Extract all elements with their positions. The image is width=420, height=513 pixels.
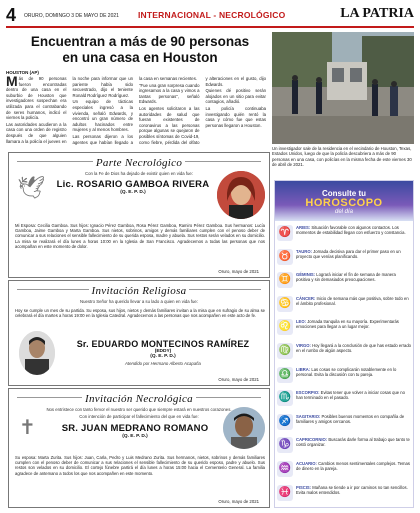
portrait-photo bbox=[19, 331, 55, 375]
notice-title: Parte Necrológico bbox=[95, 157, 183, 169]
dove-icon: 🕊 bbox=[17, 175, 45, 200]
horoscope-line3: del día bbox=[334, 209, 353, 215]
article-headline: Encuentran a más de 90 personas en una casa en Houston bbox=[30, 34, 250, 65]
qepd-label: (Q. E. P. D.) bbox=[122, 434, 148, 439]
photo-caption: Un investigador sale de la residencia en el vecindario de Houston, Texas, Estados Unidos, luego de que la policía descubriera a más de 90 personas en una casa, con policías en la misma fecha de este viernes 30 de abril de 2021. bbox=[272, 146, 412, 168]
article-paragraph: Los agentes solicitaron a las autoridades de salud que fueran existentes de coronavirus a las personas porque algunas se quejaron de posibles síntomas de Covid-19, como fiebre, pérdida del olfato y alteraciones en el gusto, dijo Edwards. bbox=[139, 76, 266, 145]
scorpio-icon: ♏ bbox=[277, 390, 293, 406]
notice-intro: Nos entristece con tanto fervor el nuestro ser querido que siempre estará en nuestros corazones. bbox=[46, 407, 232, 412]
article-byline: HOUSTON (AP) bbox=[6, 70, 39, 75]
deceased-name: SR. JUAN MEDRANO ROMANO bbox=[61, 423, 209, 434]
deceased-name: Lic. ROSARIO GAMBOA RIVERA bbox=[56, 179, 210, 190]
article-paragraph: "Fue una gran sorpresa cuando ingresamos a la casa y vimos a tantas personas", señaló Edwards. bbox=[139, 82, 200, 105]
gemini-icon: ♊ bbox=[277, 272, 293, 288]
notice-intro-2: Con intención de participar el fallecimiento del que en vida fue: bbox=[79, 414, 199, 419]
cancer-icon: ♋ bbox=[277, 296, 293, 312]
notice-thanks: Atendido por Hermano Alberto Acapaña bbox=[125, 361, 201, 366]
sign-capricorn: ♑ CAPRICORNIO: Buscarás darle forma al trabajo que tanto te costó organizar. bbox=[277, 437, 411, 459]
sign-gemini: ♊ GÉMINIS: Logrará iniciar el fin de semana de manera positiva y sin demasiados preocupaciones. bbox=[277, 272, 411, 294]
title-rule bbox=[196, 397, 261, 398]
notice-intro: Con la Fe de Dios ha dejado de existir quien en vida fue: bbox=[85, 171, 193, 176]
obituary-notice bbox=[8, 152, 270, 278]
horoscope-line1: Consulte tu bbox=[322, 189, 366, 198]
sign-virgo: ♍ VIRGO: Hoy llegará a la conclusión de que has estado errado en el rumbo de algún aspecto. bbox=[277, 343, 411, 365]
capricorn-icon: ♑ bbox=[277, 437, 293, 453]
deceased-name: Sr. EDUARDO MONTECINOS RAMÍREZ bbox=[76, 339, 250, 349]
sagittarius-icon: ♐ bbox=[277, 414, 293, 430]
header-rule bbox=[6, 26, 414, 28]
aquarius-icon: ♒ bbox=[277, 461, 293, 477]
horoscope-banner bbox=[275, 181, 413, 221]
taurus-icon: ♉ bbox=[277, 249, 293, 265]
article-paragraph: La policía continuaba investigando quién rentó la casa y cómo fue que estas personas llegaron a Houston. bbox=[205, 105, 266, 128]
horoscope-panel bbox=[274, 180, 414, 508]
page-number: 4 bbox=[6, 5, 17, 25]
notice-title: Invitación Necrológica bbox=[85, 393, 193, 405]
sign-aquarius: ♒ ACUARIO: Cambios menos sentimentales complejos. Temas de dinero en la pareja. bbox=[277, 461, 411, 483]
horoscope-sign-list bbox=[277, 225, 411, 508]
article-body bbox=[6, 76, 266, 148]
sign-cancer: ♋ CÁNCER: Inicio de semana más que positiva, sobre todo en el ámbito profesional. bbox=[277, 296, 411, 318]
title-rule bbox=[17, 161, 93, 162]
sign-leo: ♌ LEO: Jornada tranquila en su mayoría. Experimentarás emociones para llegar a un lugar mejor. bbox=[277, 319, 411, 341]
drop-cap: M bbox=[6, 76, 18, 89]
notice-signature: Oruro, mayo de 2021 bbox=[218, 499, 259, 504]
sign-aries: ♈ ARIES: Situación favorable con algunos contactos. Los momentos de estabilidad llegan con esfuerzo y constancia. bbox=[277, 225, 411, 247]
title-rule bbox=[17, 397, 82, 398]
title-rule bbox=[185, 161, 261, 162]
page-date: ORURO, DOMINGO 3 DE MAYO DE 2021 bbox=[24, 13, 119, 19]
sign-pisces: ♓ PISCIS: Mañana se tiende a ir por caminos no tan sencillos. Evita malos entendidos. bbox=[277, 485, 411, 507]
article-paragraph: Un equipo de tácticas especiales ingresó a la vivienda, señaló Edwards, y encontró un gran número de adultos hacinados entre mujeres y al menos hombres. bbox=[72, 99, 133, 133]
horoscope-title: HOROSCOPO bbox=[305, 197, 383, 209]
virgo-icon: ♍ bbox=[277, 343, 293, 359]
article-paragraph: Más de 90 personas fueron encontradas dentro de una casa en el suburbio de Houston que investigadores sospechan era utilizada para el contrabando de seres humanos, indicó el viernes la policía. bbox=[6, 76, 67, 121]
portrait-photo bbox=[223, 407, 265, 449]
notice-signature: Oruro, mayo de 2021 bbox=[218, 269, 259, 274]
article-paragraph: Las personas dijeron a los agentes que habían llegado a la casa en semanas recientes. bbox=[72, 76, 198, 145]
newspaper-logo: LA PATRIA bbox=[340, 6, 414, 21]
aries-icon: ♈ bbox=[277, 225, 293, 241]
pisces-icon: ♓ bbox=[277, 485, 293, 501]
sign-libra: ♎ LIBRA: Las cosas se complicarán notablemente en lo personal. Evita la discusión con tu pareja. bbox=[277, 367, 411, 389]
libra-icon: ♎ bbox=[277, 367, 293, 383]
nickname: (EDDY) bbox=[154, 349, 172, 354]
sign-scorpio: ♏ ESCORPIO: Evitas tener que volver a iniciar cosas que no han terminado en el pasado. bbox=[277, 390, 411, 412]
notice-intro: Nuestro Señor ha querido llevar a su lado a quien en vida fue: bbox=[79, 299, 198, 304]
necrological-invitation-notice bbox=[8, 388, 270, 508]
woman-portrait bbox=[217, 171, 265, 219]
man-portrait bbox=[223, 407, 265, 449]
news-photo bbox=[272, 32, 414, 144]
title-rule bbox=[17, 289, 89, 290]
page-header bbox=[6, 4, 414, 26]
notice-title: Invitación Religiosa bbox=[91, 285, 187, 297]
cross-icon: ✝ bbox=[19, 417, 36, 439]
sign-taurus: ♉ TAURO: Jornada decisiva para dar el primer paso en un proyecto que venías planificando. bbox=[277, 249, 411, 271]
qepd-label: (Q. E. P. D.) bbox=[150, 354, 176, 359]
portrait-photo bbox=[217, 171, 265, 219]
notice-body: Hoy se cumple un mes de su partida. Su esposa, sus hijos, nietos y demás familiares invitan a la misa que en sufragio de su alma se celebrará el día martes a horas 19:00 en la Iglesia Catedral. Agradecemos a las personas que nos acompañen en este acto de fe. bbox=[15, 308, 265, 319]
leo-icon: ♌ bbox=[277, 319, 293, 335]
section-title: INTERNACIONAL - NECROLÓGICO bbox=[138, 10, 286, 20]
notice-signature: Oruro, mayo de 2021 bbox=[218, 377, 259, 382]
qepd-label: (Q. E. P. D.) bbox=[120, 190, 146, 195]
title-rule bbox=[189, 289, 261, 290]
religious-invitation-notice bbox=[8, 280, 270, 386]
man-portrait bbox=[19, 331, 55, 375]
article-paragraph: Las autoridades acudieron a la casa con una orden de registro después de que alguien llamara a la policía el jueves en la noche para informar que un pariente había sido secuestrado, dijo el teniente Ronald Rodríguez Rodríguez. bbox=[6, 76, 133, 144]
notice-body: Mi Esposa: Cecilia Gamboa. Sus hijos: Ignacio Pérez Gamboa, Rosa Pérez Gamboa, Ramiro Pérez Gamboa. Sus hermanos: Lucía Gamboa, Jaime Gamboa y Marta Gamboa. Sus nietos, sobrinos, amigos y demás familiares cumplen con el penoso deber de comunicar a sus relaciones el sensible fallecimiento de su querida esposa, madre y abuela. Sus restos serán velados en su domicilio. La misa se realizará el día lunes a horas 10:00 en la Iglesia de San Francisco. Agradecemos a todas las personas que nos acompañan en este momento de dolor. bbox=[15, 223, 265, 249]
sign-sagittarius: ♐ SAGITARIO: Posibles buenos momentos en compañía de familiares y amigos cercanos. bbox=[277, 414, 411, 436]
notice-body: Su esposa: Marta Zurita. Sus hijos: Juan, Carla, Pedro y Luis Medrano Zurita. Sus hermanos, nietos, sobrinos y demás familiares cumplen con el penoso deber de comunicar a sus relaciones el sensible fallecimiento de su querido esposo, padre y abuelo. Sus restos son velados en su domicilio. El cortejo fúnebre partirá el día lunes a horas 15:00 hacia el Cementerio General. La familia agradece de antemano a todos los que nos acompañen en este momento. bbox=[15, 455, 265, 476]
article-paragraph: Quienes dé positivo serán alojados en un sitio para evitar contagios, añadió. bbox=[205, 88, 266, 105]
police-scene-photo bbox=[272, 32, 414, 144]
